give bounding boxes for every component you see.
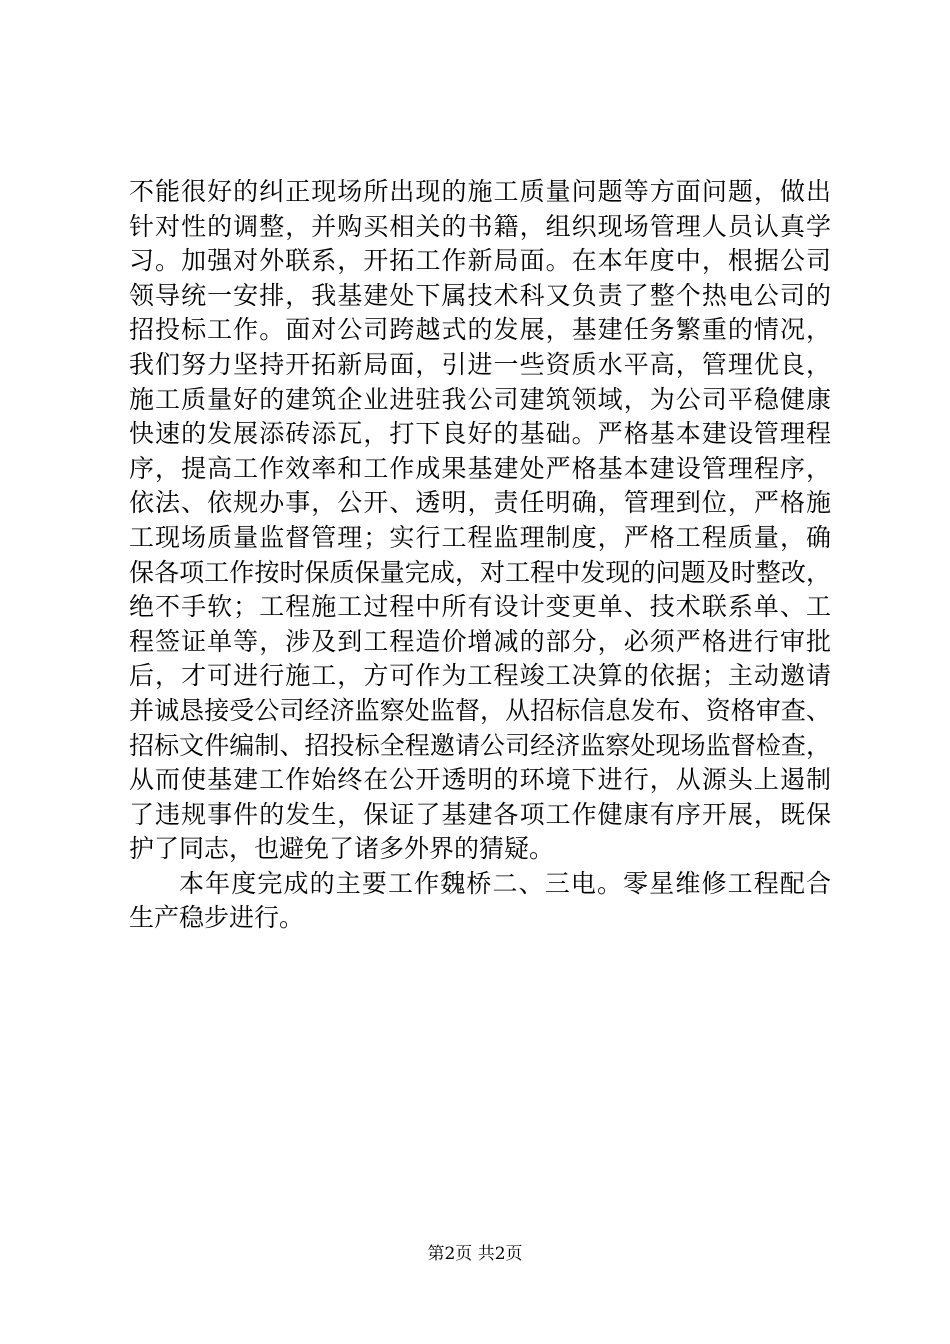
text-line: 从而使基建工作始终在公开透明的环境下进行，从源头上遏制 [129, 765, 831, 795]
text-line: 序，提高工作效率和工作成果基建处严格基本建设管理程序， [129, 453, 831, 483]
page-footer [0, 1242, 950, 1266]
text-line: 依法、依规办事，公开、透明，责任明确，管理到位，严格施 [129, 488, 831, 518]
text-line: 程签证单等，涉及到工程造价增减的部分，必须严格进行审批 [129, 626, 831, 656]
text-line: 针对性的调整，并购买相关的书籍，组织现场管理人员认真学 [129, 211, 831, 241]
text-line: 后，才可进行施工，方可作为工程竣工决算的依据；主动邀请 [129, 661, 831, 691]
text-line: 施工质量好的建筑企业进驻我公司建筑领域，为公司平稳健康 [129, 384, 831, 414]
text-line: 招标文件编制、招投标全程邀请公司经济监察处现场监督检查， [129, 730, 831, 760]
paragraph-1 [129, 175, 831, 867]
document-body [129, 175, 831, 936]
text-line: 保各项工作按时保质保量完成，对工程中发现的问题及时整改， [129, 557, 831, 587]
text-line: 生产稳步进行。 [129, 903, 305, 933]
text-line: 护了同志，也避免了诸多外界的猜疑。 [129, 834, 555, 864]
text-line: 快速的发展添砖添瓦，打下良好的基础。严格基本建设管理程 [129, 419, 831, 449]
text-line: 本年度完成的主要工作魏桥二、三电。零星维修工程配合 [179, 868, 831, 898]
text-line: 招投标工作。面对公司跨越式的发展，基建任务繁重的情况， [129, 315, 831, 345]
page-number-label: 第2页 共2页 [427, 1244, 523, 1264]
text-line: 我们努力坚持开拓新局面，引进一些资质水平高，管理优良， [129, 349, 831, 379]
text-line: 不能很好的纠正现场所出现的施工质量问题等方面问题，做出 [129, 177, 831, 206]
text-line: 习。加强对外联系，开拓工作新局面。在本年度中，根据公司 [129, 246, 831, 276]
text-line: 工现场质量监督管理；实行工程监理制度，严格工程质量，确 [129, 522, 831, 552]
text-line: 并诚恳接受公司经济监察处监督，从招标信息发布、资格审查、 [129, 695, 831, 725]
text-line: 领导统一安排，我基建处下属技术科又负责了整个热电公司的 [129, 280, 831, 310]
text-line: 了违规事件的发生，保证了基建各项工作健康有序开展，既保 [129, 799, 831, 829]
text-line: 绝不手软；工程施工过程中所有设计变更单、技术联系单、工 [129, 592, 831, 622]
paragraph-2 [129, 867, 831, 936]
